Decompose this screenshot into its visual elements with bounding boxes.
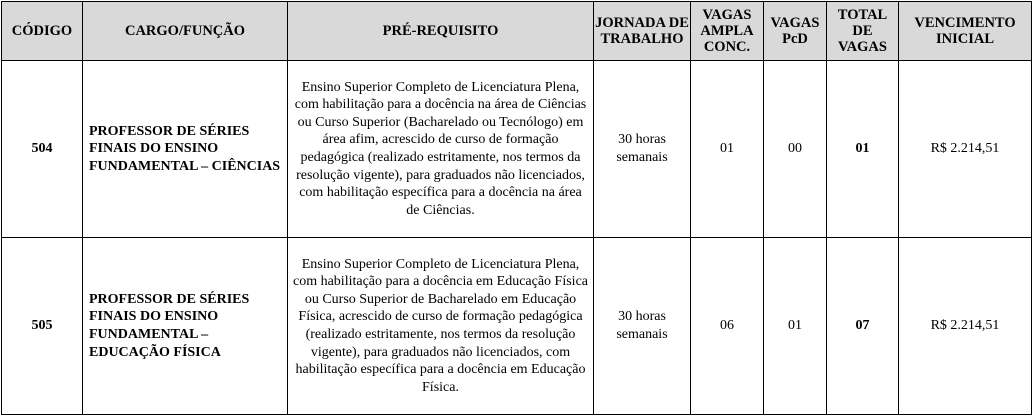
- header-vagas-pcd: VAGAS PcD: [764, 2, 827, 61]
- cell-vencimento: R$ 2.214,51: [899, 238, 1032, 415]
- cell-vencimento: R$ 2.214,51: [899, 61, 1032, 238]
- table-row: [2, 61, 1032, 238]
- header-vagas-ampla: VAGAS AMPLA CONC.: [691, 2, 764, 61]
- cell-vagas-ampla: 06: [691, 238, 764, 415]
- cell-jornada: 30 horas semanais: [594, 238, 691, 415]
- vacancies-table: [1, 1, 1032, 415]
- header-jornada: JORNADA DE TRABALHO: [594, 2, 691, 61]
- cell-cargo: PROFESSOR DE SÉRIES FINAIS DO ENSINO FUNDAMENTAL – CIÊNCIAS: [83, 61, 288, 238]
- header-cargo: CARGO/FUNÇÃO: [83, 2, 288, 61]
- cell-cargo: PROFESSOR DE SÉRIES FINAIS DO ENSINO FUNDAMENTAL – EDUCAÇÃO FÍSICA: [83, 238, 288, 415]
- cell-total: 01: [827, 61, 899, 238]
- cell-codigo: 504: [2, 61, 83, 238]
- header-total: TOTAL DE VAGAS: [827, 2, 899, 61]
- header-codigo: CÓDIGO: [2, 2, 83, 61]
- cell-prerequisito: Ensino Superior Completo de Licenciatura Plena, com habilitação para a docência na área de Ciências ou Curso Superior (Bacharelado ou Tecnólogo) em área afim, acrescido de curso de formação pedagógica (realizado estritamente, nos termos da resolução vigente), para graduados não licenciados, com habilitação específica para a docência na área de Ciências.: [288, 61, 594, 238]
- table-row: [2, 238, 1032, 415]
- table-header-row: [2, 2, 1032, 61]
- cell-vagas-pcd: 01: [764, 238, 827, 415]
- cell-vagas-pcd: 00: [764, 61, 827, 238]
- cell-prerequisito: Ensino Superior Completo de Licenciatura Plena, com habilitação para a docência em Educação Física ou Curso Superior de Bacharelado em Educação Física, acrescido de curso de formação pedagógica (realizado estritamente, nos termos da resolução vigente), para graduados não licenciados, com habilitação específica para a docência em Educação Física.: [288, 238, 594, 415]
- header-vencimento: VENCIMENTO INICIAL: [899, 2, 1032, 61]
- cell-jornada: 30 horas semanais: [594, 61, 691, 238]
- cell-vagas-ampla: 01: [691, 61, 764, 238]
- cell-total: 07: [827, 238, 899, 415]
- header-prerequisito: PRÉ-REQUISITO: [288, 2, 594, 61]
- cell-codigo: 505: [2, 238, 83, 415]
